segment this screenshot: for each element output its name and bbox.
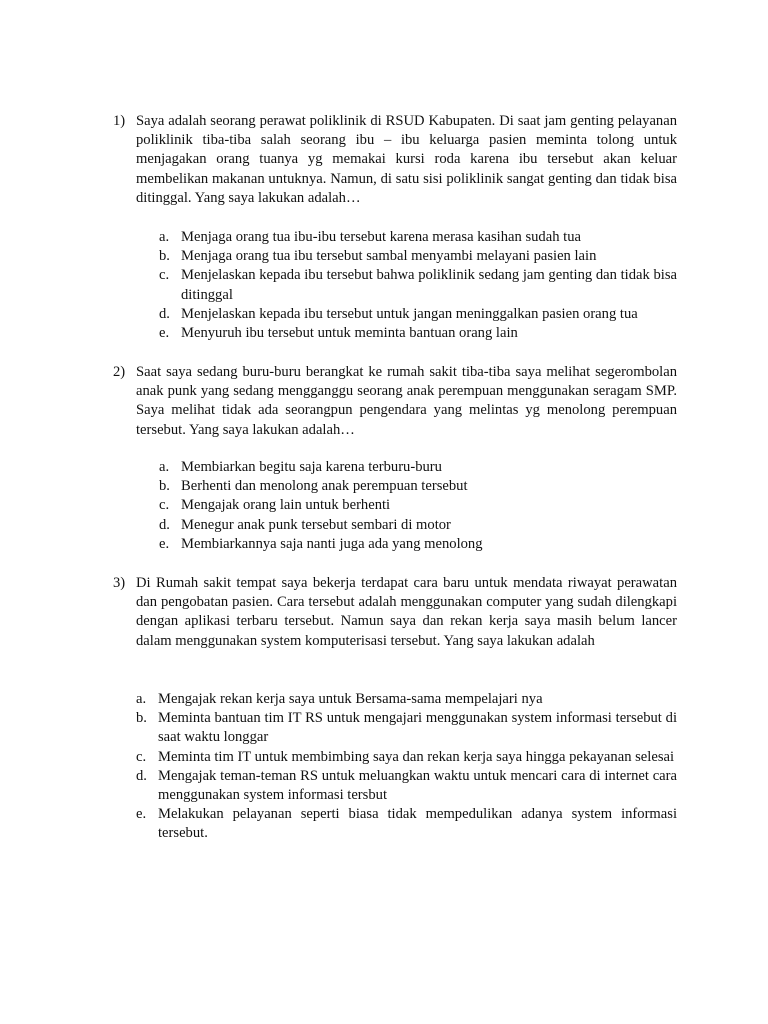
option-letter: e. (159, 325, 170, 342)
option-text: Menjaga orang tua ibu tersebut sambal menyambi melayani pasien lain (181, 248, 597, 265)
question-text: Saat saya sedang buru-buru berangkat ke rumah sakit tiba-tiba saya melihat segerombolan anak punk yang sedang mengganggu seorang anak perempuan menggunakan seragam SMP. Saya melihat tidak ada seorangpun pengendara yang melintas yg menolong perempuan tersebut. Yang saya lakukan adalah… (136, 364, 677, 438)
answer-options (159, 458, 677, 554)
answer-option-c (159, 266, 677, 304)
option-text: Berhenti dan menolong anak perempuan tersebut (181, 478, 468, 495)
option-text: Menegur anak punk tersebut sembari di motor (181, 516, 451, 533)
option-letter: d. (159, 305, 170, 322)
question-text: Di Rumah sakit tempat saya bekerja terdapat cara baru untuk mendata riwayat perawatan dan pengobatan pasien. Cara tersebut adalah menggunakan computer yang sudah dilengkapi dengan aplikasi terbaru tersebut. Namun saya dan rekan kerja saya masih belum lancer dalam menggunakan system komputerisasi tersebut. Yang saya lakukan adalah (136, 575, 677, 649)
option-letter: b. (136, 710, 147, 727)
question-number: 3) (113, 575, 126, 591)
option-letter: e. (159, 535, 170, 552)
answer-option-e (159, 324, 677, 343)
answer-option-b (136, 709, 677, 747)
option-text: Menjelaskan kepada ibu tersebut untuk jangan meninggalkan pasien orang tua (181, 305, 638, 322)
option-text: Membiarkan begitu saja karena terburu-buru (181, 459, 442, 475)
option-text: Menjelaskan kepada ibu tersebut bahwa poliklinik sedang jam genting dan tidak bisa ditinggal (181, 267, 677, 303)
answer-option-a (159, 458, 677, 477)
option-text: Mengajak teman-teman RS untuk meluangkan waktu untuk mencari cara di internet cara menggunakan system informasi tersbut (158, 767, 677, 804)
answer-option-a (136, 690, 677, 709)
question-2 (113, 363, 677, 440)
answer-option-a (159, 228, 677, 247)
option-letter: e. (136, 806, 147, 823)
question-text: Saya adalah seorang perawat poliklinik di RSUD Kabupaten. Di saat jam genting pelayanan poliklinik tiba-tiba salah seorang ibu – ibu keluarga pasien meminta tolong untuk menjagakan orang tuanya yg memakai kursi roda karena ibu tersebut akan keluar membelikan makanan untuknya. Namun, di satu sisi poliklinik sangat genting dan tidak bisa ditinggal. Yang saya lakukan adalah… (136, 113, 677, 206)
option-text: Meminta bantuan tim IT RS untuk mengajari menggunakan system informasi tersebut di saat waktu longgar (158, 710, 677, 746)
question-number: 1) (113, 113, 126, 129)
answer-option-e (159, 535, 677, 554)
option-letter: a. (159, 459, 170, 475)
answer-option-b (159, 247, 677, 266)
option-text: Mengajak rekan kerja saya untuk Bersama-sama mempelajari nya (158, 691, 543, 707)
option-letter: c. (159, 497, 170, 514)
option-letter: a. (159, 229, 170, 245)
option-letter: c. (159, 267, 170, 284)
option-text: Melakukan pelayanan seperti biasa tidak mempedulikan adanya system informasi tersebut. (158, 806, 677, 842)
option-letter: d. (136, 767, 147, 784)
answer-option-d (159, 305, 677, 324)
question-1 (113, 112, 677, 208)
option-letter: b. (159, 248, 170, 265)
answer-option-e (136, 805, 677, 843)
option-text: Menyuruh ibu tersebut untuk meminta bantuan orang lain (181, 325, 518, 342)
question-3 (113, 574, 677, 651)
option-letter: b. (159, 478, 170, 495)
option-text: Mengajak orang lain untuk berhenti (181, 497, 391, 514)
option-text: Menjaga orang tua ibu-ibu tersebut karena merasa kasihan sudah tua (181, 229, 581, 245)
option-letter: a. (136, 691, 147, 707)
answer-options (136, 690, 677, 844)
answer-option-c (159, 496, 677, 515)
option-letter: c. (136, 748, 147, 765)
answer-option-c (136, 748, 677, 767)
option-text: Membiarkannya saja nanti juga ada yang menolong (181, 535, 483, 552)
option-letter: d. (159, 516, 170, 533)
answer-options (159, 228, 677, 343)
answer-option-d (159, 516, 677, 535)
question-number: 2) (113, 364, 126, 380)
option-text: Meminta tim IT untuk membimbing saya dan rekan kerja saya hingga pekayanan selesai (158, 748, 675, 765)
answer-option-d (136, 767, 677, 805)
answer-option-b (159, 477, 677, 496)
